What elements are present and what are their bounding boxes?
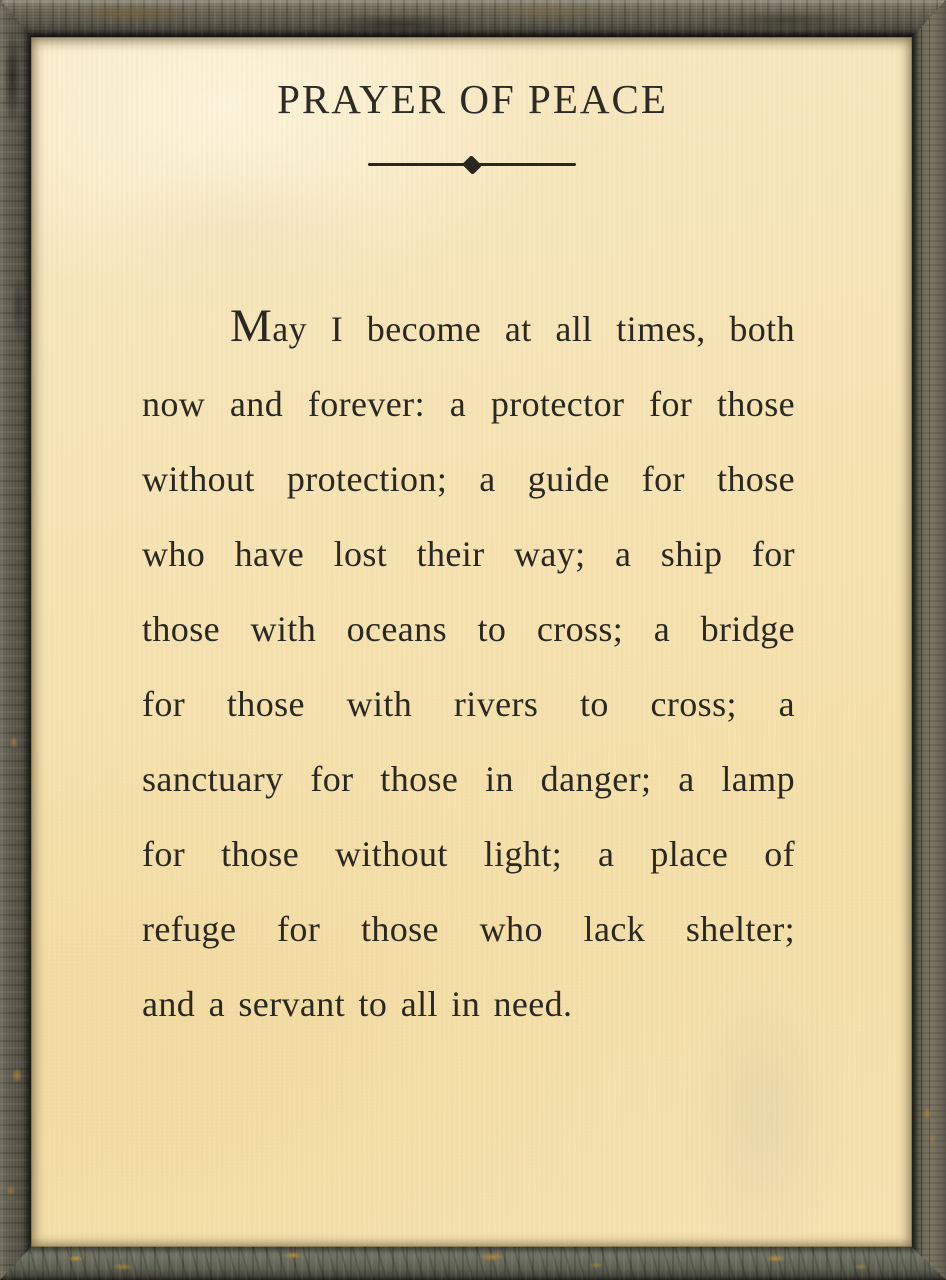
prayer-line: without protection; a guide for those bbox=[142, 459, 795, 499]
prayer-line: those with oceans to cross; a bridge bbox=[142, 609, 795, 649]
dropcap-letter: M bbox=[230, 300, 273, 352]
frame-edge-bottom bbox=[0, 1247, 946, 1280]
art-print-paper bbox=[31, 37, 912, 1247]
prayer-line-text: ay I become at all times, both bbox=[272, 309, 795, 349]
frame-edge-left bbox=[0, 0, 31, 1280]
divider-rule bbox=[368, 157, 576, 173]
prayer-line: now and forever: a protector for those bbox=[142, 384, 795, 424]
prayer-line: and a servant to all in need. bbox=[142, 984, 573, 1024]
art-title: PRAYER OF PEACE bbox=[277, 76, 668, 122]
frame-edge-top bbox=[0, 0, 946, 37]
prayer-line: sanctuary for those in danger; a lamp bbox=[142, 759, 795, 799]
prayer-line: for those without light; a place of bbox=[142, 834, 795, 874]
prayer-line bbox=[142, 289, 795, 367]
prayer-text bbox=[142, 289, 795, 1042]
prayer-line: refuge for those who lack shelter; bbox=[142, 909, 795, 949]
diamond-icon bbox=[462, 155, 482, 175]
prayer-line: who have lost their way; a ship for bbox=[142, 534, 795, 574]
prayer-line: for those with rivers to cross; a bbox=[142, 684, 795, 724]
frame-edge-right bbox=[912, 0, 946, 1280]
